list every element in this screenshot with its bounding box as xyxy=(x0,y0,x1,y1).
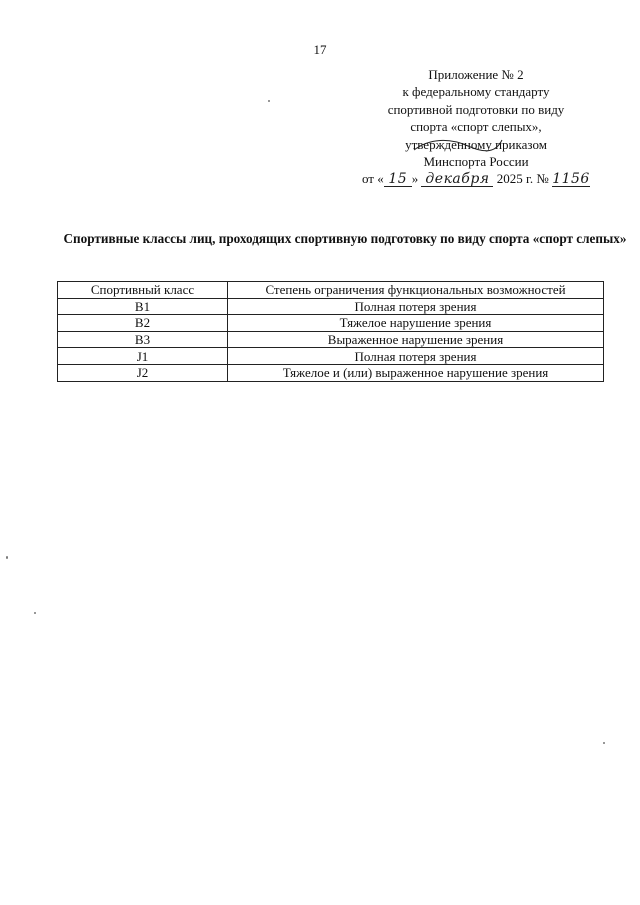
scan-speck xyxy=(603,742,605,744)
limitation-cell: Полная потеря зрения xyxy=(228,348,604,365)
appendix-line: утвержденному приказом xyxy=(405,136,547,152)
table-row xyxy=(58,331,604,348)
document-title: Спортивные классы лиц, проходящих спортивную подготовку по виду спорта «спорт слепых» xyxy=(63,231,627,246)
appendix-line: к федеральному стандарту xyxy=(402,84,550,100)
limitation-cell: Полная потеря зрения xyxy=(228,298,604,315)
date-month-blank xyxy=(421,172,493,187)
date-year: 2025 г. № xyxy=(496,171,549,187)
appendix-block xyxy=(340,66,612,188)
sport-classes-table xyxy=(57,281,604,382)
limitation-cell: Тяжелое и (или) выраженное нарушение зрения xyxy=(228,364,604,381)
scan-speck xyxy=(34,612,36,614)
appendix-line: Минспорта России xyxy=(423,154,529,170)
handwritten-order-number: 1156 xyxy=(552,171,590,188)
date-day-blank xyxy=(384,172,412,187)
limitation-cell: Выраженное нарушение зрения xyxy=(228,331,604,348)
scan-speck xyxy=(268,100,270,102)
class-cell: B1 xyxy=(58,298,228,315)
class-cell: J2 xyxy=(58,364,228,381)
table-header-row xyxy=(58,282,604,299)
order-date-line xyxy=(340,170,612,187)
table-row xyxy=(58,315,604,332)
class-cell: J1 xyxy=(58,348,228,365)
page-number: 17 xyxy=(313,42,327,57)
class-cell: B2 xyxy=(58,315,228,332)
handwritten-month: декабря xyxy=(425,171,490,188)
table-row xyxy=(58,364,604,381)
appendix-line: спорта «спорт слепых», xyxy=(410,119,542,135)
appendix-line: Приложение № 2 xyxy=(428,67,524,82)
appendix-line: спортивной подготовки по виду xyxy=(387,101,565,117)
order-number-blank xyxy=(552,172,590,187)
limitation-cell: Тяжелое нарушение зрения xyxy=(228,315,604,332)
column-header-class: Спортивный класс xyxy=(58,282,228,299)
date-prefix: от « xyxy=(361,171,384,187)
handwritten-day: 15 xyxy=(388,171,408,188)
column-header-limitation: Степень ограничения функциональных возможностей xyxy=(228,282,604,299)
scan-speck xyxy=(6,556,8,559)
table-row xyxy=(58,348,604,365)
table-row xyxy=(58,298,604,315)
date-mid: » xyxy=(411,171,419,187)
class-cell: B3 xyxy=(58,331,228,348)
